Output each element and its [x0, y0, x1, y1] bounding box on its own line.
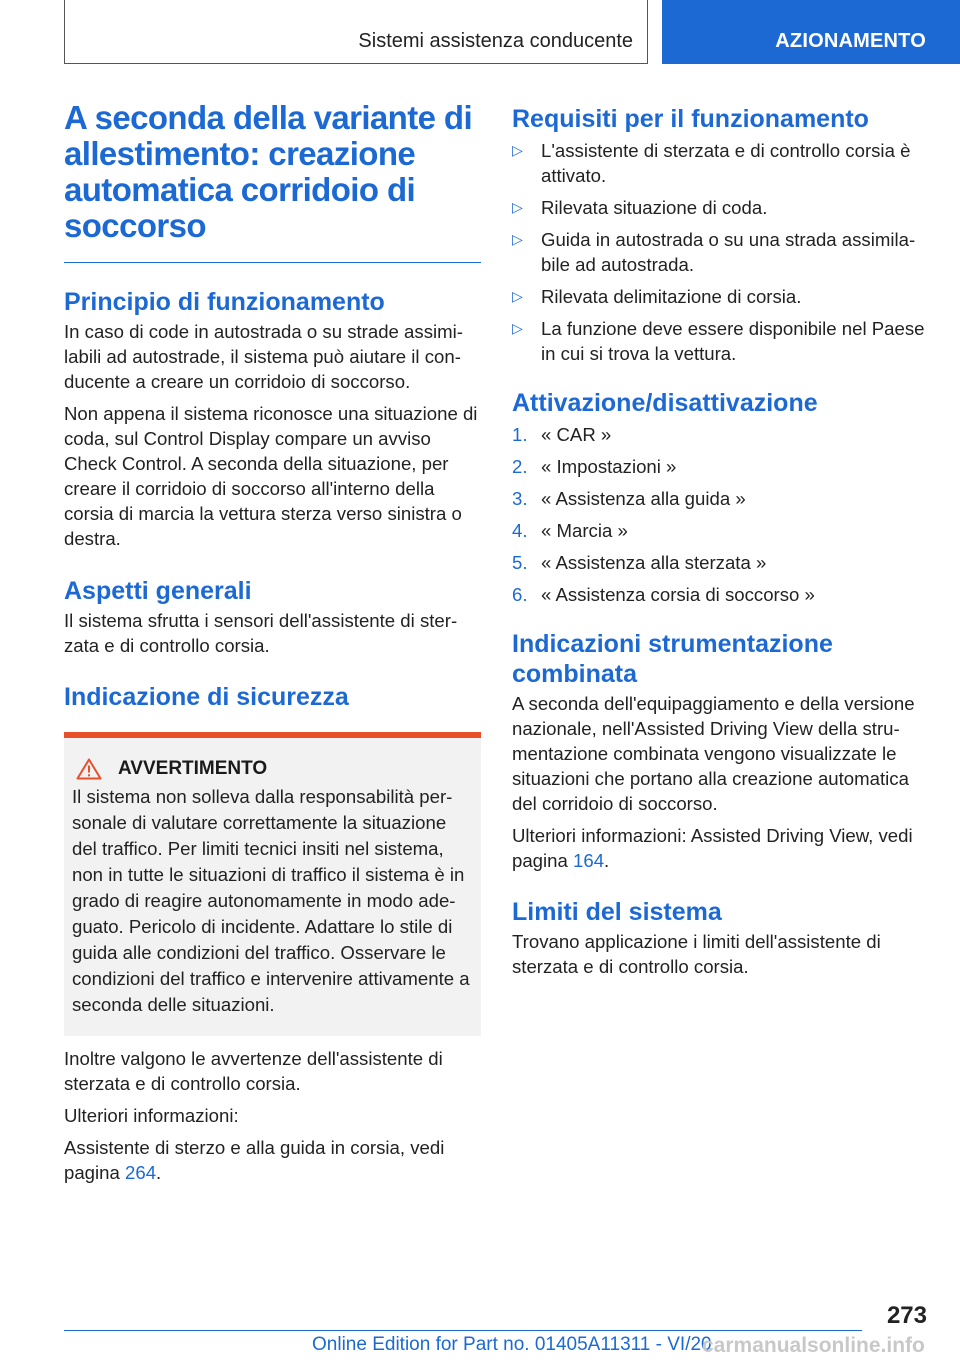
requisiti-item — [512, 284, 932, 309]
step-text: « Assistenza alla sterzata » — [541, 552, 767, 573]
requisiti-list — [512, 138, 932, 366]
page-link-264[interactable]: 264 — [125, 1162, 157, 1183]
right-column — [512, 100, 932, 979]
header-chapter-tab — [662, 0, 960, 64]
header-chapter-title: AZIONAMENTO — [775, 30, 926, 52]
sicurezza-p2: Ulteriori informazioni: — [64, 1105, 239, 1126]
attivazione-step — [512, 582, 932, 607]
requisiti-item-text: Rilevata situazione di coda. — [541, 197, 768, 218]
step-number: 6. — [512, 584, 528, 605]
heading-requisiti: Requisiti per il funzionamento — [512, 105, 869, 133]
step-number: 4. — [512, 520, 528, 541]
heading-aspetti: Aspetti generali — [64, 577, 252, 605]
title-divider — [64, 262, 481, 263]
indicazioni-p1: A seconda dell'equipaggiamento e della versione nazionale, nell'Assisted Driving View della strumentazione combinata vengono visualizzate le situazioni che portano alla creazione automatica del corridoio di soccorso. — [512, 693, 915, 814]
step-text: « Marcia » — [541, 520, 628, 541]
warning-title: AVVERTIMENTO — [118, 758, 268, 779]
bullet-triangle-icon: ▷ — [512, 288, 523, 304]
step-number: 1. — [512, 424, 528, 445]
requisiti-item-text: La funzione deve essere disponibile nel Paese in cui si trova la vettura. — [541, 318, 925, 364]
heading-indicazioni: Indicazioni strumentazione combinata — [512, 630, 833, 688]
heading-limiti: Limiti del sistema — [512, 898, 722, 926]
sicurezza-p3-end: . — [156, 1162, 162, 1183]
indicazioni-p2 — [512, 823, 932, 873]
bullet-triangle-icon: ▷ — [512, 199, 523, 215]
step-text: « Assistenza corsia di soccorso » — [541, 584, 815, 605]
step-text: « Assistenza alla guida » — [541, 488, 746, 509]
watermark: carmanualsonline.info — [702, 1334, 925, 1357]
step-text: « CAR » — [541, 424, 612, 445]
requisiti-item — [512, 195, 932, 220]
aspetti-p1: Il sistema sfrutta i sensori dell'assistente di sterzata e di controllo corsia. — [64, 610, 458, 656]
limiti-p1: Trovano applicazione i limiti dell'assistente di sterzata e di controllo corsia. — [512, 931, 881, 977]
requisiti-item — [512, 227, 932, 277]
sicurezza-p3-text: Assistente di sterzo e alla guida in corsia, vedi pagina — [64, 1137, 445, 1183]
bullet-triangle-icon: ▷ — [512, 231, 523, 247]
footer-divider — [64, 1330, 862, 1331]
warning-header — [72, 758, 473, 780]
requisiti-item — [512, 138, 932, 188]
indicazioni-p2-text: Ulteriori informazioni: Assisted Driving View, vedi pagina — [512, 825, 913, 871]
sicurezza-p1: Inoltre valgono le avvertenze dell'assistente di sterzata e di controllo corsia. — [64, 1048, 443, 1094]
header-section-title: Sistemi assistenza conducente — [358, 30, 633, 52]
left-column — [64, 100, 481, 1185]
step-number: 5. — [512, 552, 528, 573]
page-number: 273 — [886, 1302, 927, 1329]
step-number: 3. — [512, 488, 528, 509]
sicurezza-p3 — [64, 1135, 481, 1185]
requisiti-item-text: L'assistente di sterzata e di controllo corsia è attivato. — [541, 140, 911, 186]
attivazione-step — [512, 550, 932, 575]
page-title: A seconda della variante di allestimento: creazione automatica corridoio di soccorso — [64, 99, 473, 244]
attivazione-step — [512, 422, 932, 447]
bullet-triangle-icon: ▷ — [512, 142, 523, 158]
principio-p1: In caso di code in autostrada o su strade assimilabili ad autostrade, il sistema può aiutare il conducente a creare un corridoio di soccorso. — [64, 321, 463, 392]
requisiti-item-text: Rilevata delimitazione di corsia. — [541, 286, 802, 307]
heading-attivazione: Attivazione/disattivazione — [512, 389, 818, 417]
attivazione-list — [512, 422, 932, 607]
bullet-triangle-icon: ▷ — [512, 320, 523, 336]
indicazioni-p2-end: . — [604, 850, 610, 871]
heading-sicurezza: Indicazione di sicurezza — [64, 683, 349, 711]
attivazione-step — [512, 486, 932, 511]
requisiti-item — [512, 316, 932, 366]
step-number: 2. — [512, 456, 528, 477]
warning-box — [64, 732, 481, 1036]
warning-text: Il sistema non solleva dalla responsabilità personale di valutare correttamente la situazione del traffico. Per limiti tecnici insiti nel sistema, non in tutte le situazioni di traffico il sistema è in grado di reagire autonomamente in modo adeguato. Pericolo di incidente. Adattare lo stile di guida alle condizioni del traffico. Osservare le condizioni del traffico e intervenire attivamente a seconda delle situazioni. — [72, 786, 470, 1015]
attivazione-step — [512, 454, 932, 479]
attivazione-step — [512, 518, 932, 543]
principio-p2: Non appena il sistema riconosce una situazione di coda, sul Control Display compare un avviso Check Control. A seconda della situazione, per creare il corridoio di soccorso all'interno della corsia di marcia la vettura sterza verso sinistra o destra. — [64, 403, 478, 549]
heading-principio: Principio di funzionamento — [64, 288, 385, 316]
warning-triangle-icon — [76, 758, 102, 780]
step-text: « Impostazioni » — [541, 456, 677, 477]
requisiti-item-text: Guida in autostrada o su una strada assimilabile ad autostrada. — [541, 229, 916, 275]
page-link-164[interactable]: 164 — [573, 850, 605, 871]
footer-edition: Online Edition for Part no. 01405A11311 - VI/20 — [312, 1334, 712, 1355]
header-section-box — [64, 0, 648, 64]
